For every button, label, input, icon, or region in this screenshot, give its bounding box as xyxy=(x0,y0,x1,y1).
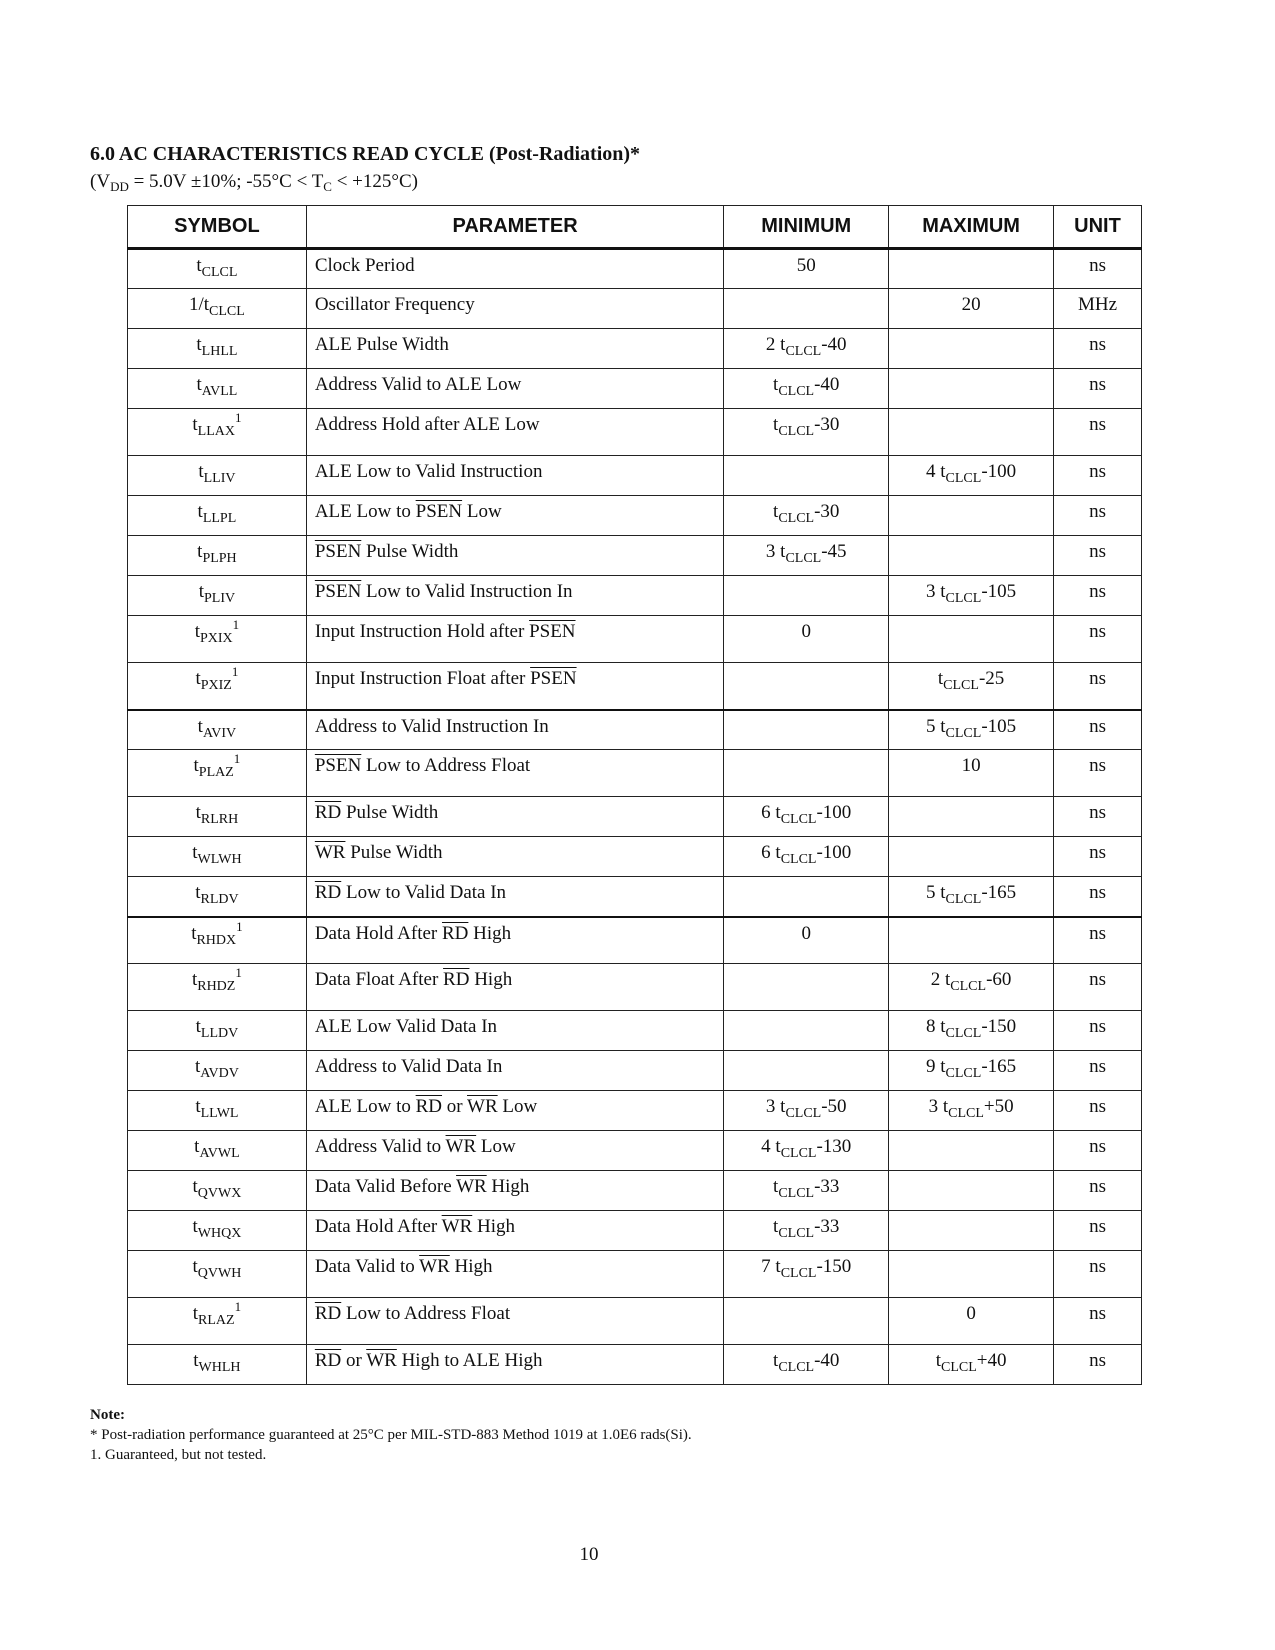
symbol-subscript: PXIZ xyxy=(200,678,232,693)
overlined-signal: PSEN xyxy=(415,501,463,522)
overlined-signal: $\overline{WR}$ xyxy=(419,1256,450,1277)
symbol-cell: $t_{AVDV}$ xyxy=(128,1051,307,1091)
maximum-cell xyxy=(889,409,1054,456)
symbol-cell: $t_{PXIZ}^1$ xyxy=(128,663,307,710)
symbol-subscript: RHDX xyxy=(196,932,237,948)
symbol-subscript: RLRH xyxy=(200,812,239,827)
clcl-subscript: CLCL xyxy=(945,591,982,606)
table-row xyxy=(128,1051,1142,1091)
unit-cell: ns xyxy=(1054,576,1142,616)
clcl-subscript: CLCL xyxy=(780,1146,817,1161)
symbol-cell: $t_{RLAZ}^1$ xyxy=(128,1298,307,1345)
table-row xyxy=(128,369,1142,409)
unit-cell: ns xyxy=(1054,710,1142,750)
symbol-cell: $t_{LLAX}^1$ xyxy=(128,409,307,456)
minimum-cell: 2 $t_{CLCL}-40$ xyxy=(724,329,889,369)
minimum-cell xyxy=(724,710,889,750)
unit-cell: ns xyxy=(1054,917,1142,964)
parameter-text: Low xyxy=(462,501,502,522)
parameter-text: or xyxy=(442,1096,468,1117)
minimum-cell: 3 $t_{CLCL}-50$ xyxy=(724,1091,889,1131)
footnote-marker: 1 xyxy=(234,410,242,425)
minimum-cell xyxy=(724,289,889,329)
symbol-subscript: PLIV xyxy=(203,591,236,606)
page-number: 10 xyxy=(579,1544,599,1565)
ac-characteristics-table xyxy=(127,205,1142,1385)
table-row xyxy=(128,329,1142,369)
maximum-cell xyxy=(889,917,1054,964)
clcl-subscript: CLCL xyxy=(945,471,982,486)
symbol-subscript: RHDZ xyxy=(197,979,236,994)
symbol-cell: $t_{CLCL}$ xyxy=(128,249,307,289)
table-row xyxy=(128,249,1142,289)
minimum-cell xyxy=(724,576,889,616)
clcl-subscript: CLCL xyxy=(780,1266,817,1281)
symbol-subscript: CLCL xyxy=(209,304,245,319)
symbol-cell: $t_{RLDV}$ xyxy=(128,877,307,917)
parameter-cell xyxy=(306,663,723,710)
maximum-cell: 2 $t_{CLCL}-60$ xyxy=(889,964,1054,1011)
table-row xyxy=(128,877,1142,917)
symbol-cell: $t_{AVIV}$ xyxy=(128,710,307,750)
operating-conditions: ($V_{DD} = 5.0V \pm 10\%$; $-55^\circ C < T_C < +125^\circ C$) xyxy=(90,171,418,194)
minimum-cell: $t_{CLCL}-40$ xyxy=(724,1345,889,1385)
symbol-cell: $t_{LLPL}$ xyxy=(128,496,307,536)
symbol-subscript: AVWL xyxy=(199,1146,240,1161)
table-row xyxy=(128,616,1142,663)
maximum-cell: 0 xyxy=(889,1298,1054,1345)
unit-cell: ns xyxy=(1054,1345,1142,1385)
symbol-cell: $t_{RHDZ}^1$ xyxy=(128,964,307,1011)
parameter-text: Address to Valid Instruction In xyxy=(314,715,549,737)
header-maximum: MAXIMUM xyxy=(889,206,1054,249)
overlined-signal: $\overline{RD}$ xyxy=(314,882,342,903)
overlined-signal: $\overline{RD}$ xyxy=(415,1096,443,1117)
minimum-cell xyxy=(724,877,889,917)
unit-cell: ns xyxy=(1054,1051,1142,1091)
table-row xyxy=(128,797,1142,837)
parameter-cell xyxy=(306,1345,723,1385)
table-row xyxy=(128,536,1142,576)
symbol-cell: $t_{RLRH}$ xyxy=(128,797,307,837)
clcl-subscript: CLCL xyxy=(778,384,815,399)
minimum-cell xyxy=(724,1298,889,1345)
symbol-subscript: LLAX xyxy=(197,424,235,439)
parameter-cell xyxy=(306,750,723,797)
table-row xyxy=(128,1131,1142,1171)
minimum-cell: $t_{CLCL}-33$ xyxy=(724,1171,889,1211)
symbol-subscript: WHLH xyxy=(198,1360,241,1375)
header-minimum: MINIMUM xyxy=(724,206,889,249)
clcl-subscript: CLCL xyxy=(945,1066,982,1081)
parameter-text: Clock Period xyxy=(314,255,415,276)
minimum-cell: $t_{CLCL}-30$ xyxy=(724,496,889,536)
parameter-cell xyxy=(306,1051,723,1091)
parameter-text: Low xyxy=(476,1136,516,1157)
symbol-cell: $t_{RHDX}^1$ xyxy=(128,917,307,964)
unit-cell: ns xyxy=(1054,837,1142,877)
symbol-subscript: LLDV xyxy=(200,1026,239,1041)
unit-cell: ns xyxy=(1054,496,1142,536)
parameter-text: Oscillator Frequency xyxy=(314,294,475,315)
parameter-text: Low to Valid Instruction In xyxy=(361,581,573,602)
parameter-cell xyxy=(306,1211,723,1251)
parameter-cell xyxy=(306,616,723,663)
maximum-cell xyxy=(889,1211,1054,1251)
overlined-signal: $\overline{RD}$ xyxy=(314,1303,342,1324)
unit-cell: ns xyxy=(1054,329,1142,369)
clcl-subscript: CLCL xyxy=(778,424,815,439)
symbol-subscript: WLWH xyxy=(197,852,242,867)
parameter-text: ALE Pulse Width xyxy=(314,334,449,355)
symbol-cell: $t_{WHLH}$ xyxy=(128,1345,307,1385)
parameter-cell xyxy=(306,1251,723,1298)
minimum-cell xyxy=(724,456,889,496)
maximum-cell xyxy=(889,496,1054,536)
parameter-cell xyxy=(306,964,723,1011)
parameter-text: High xyxy=(469,969,513,990)
symbol-cell: $t_{LLDV}$ xyxy=(128,1011,307,1051)
overlined-signal: $\overline{WR}$ xyxy=(445,1136,477,1157)
overlined-signal: $\overline{WR}$ xyxy=(456,1176,487,1197)
unit-cell: ns xyxy=(1054,797,1142,837)
overlined-signal: $\overline{RD}$ xyxy=(443,969,470,990)
parameter-text: Data Valid Before xyxy=(314,1176,457,1197)
parameter-cell xyxy=(306,837,723,877)
parameter-cell xyxy=(306,797,723,837)
minimum-cell: 50 xyxy=(724,249,889,289)
unit-cell: ns xyxy=(1054,616,1142,663)
table-body xyxy=(128,249,1142,1385)
symbol-subscript: CLCL xyxy=(201,265,238,280)
clcl-subscript: CLCL xyxy=(945,1026,982,1041)
symbol-cell: $t_{PXIX}^1$ xyxy=(128,616,307,663)
unit-cell: ns xyxy=(1054,1251,1142,1298)
parameter-text: Low to Valid Data In xyxy=(341,882,507,903)
header-parameter: PARAMETER xyxy=(306,206,723,249)
symbol-subscript: AVDV xyxy=(200,1066,239,1081)
parameter-cell xyxy=(306,289,723,329)
unit-cell: ns xyxy=(1054,1011,1142,1051)
symbol-cell: $t_{LHLL}$ xyxy=(128,329,307,369)
parameter-cell xyxy=(306,249,723,289)
table-row xyxy=(128,456,1142,496)
parameter-text: Low to Address Float xyxy=(361,755,531,776)
parameter-text: Low to Address Float xyxy=(341,1303,511,1324)
parameter-cell xyxy=(306,536,723,576)
symbol-cell: $t_{PLPH}$ xyxy=(128,536,307,576)
symbol-subscript: PLPH xyxy=(202,551,237,566)
symbol-subscript: AVLL xyxy=(201,384,238,399)
table-row xyxy=(128,1251,1142,1298)
maximum-cell xyxy=(889,1171,1054,1211)
overlined-signal: $\overline{WR}$ xyxy=(441,1216,473,1237)
parameter-text: Pulse Width xyxy=(341,802,439,823)
minimum-cell: 3 $t_{CLCL}-45$ xyxy=(724,536,889,576)
maximum-cell: 10 xyxy=(889,750,1054,797)
parameter-text: Data Valid to xyxy=(314,1256,420,1277)
parameter-text: High xyxy=(486,1176,530,1197)
symbol-subscript: LLWL xyxy=(200,1106,239,1121)
parameter-cell xyxy=(306,576,723,616)
minimum-cell xyxy=(724,1011,889,1051)
symbol-subscript: QVWH xyxy=(197,1266,242,1281)
table-row xyxy=(128,289,1142,329)
clcl-subscript: CLCL xyxy=(948,1106,984,1121)
overlined-signal: $\overline{RD}$ xyxy=(314,1350,342,1371)
parameter-cell xyxy=(306,329,723,369)
parameter-text: Address Hold after ALE Low xyxy=(314,414,540,435)
notes-heading: Note: xyxy=(90,1407,125,1423)
unit-cell: ns xyxy=(1054,663,1142,710)
table-row xyxy=(128,837,1142,877)
unit-cell: ns xyxy=(1054,369,1142,409)
footnote-marker: 1 xyxy=(235,965,242,980)
table-row xyxy=(128,1091,1142,1131)
symbol-cell: $t_{LLIV}$ xyxy=(128,456,307,496)
parameter-text: High to ALE High xyxy=(396,1350,543,1371)
overlined-signal: $\overline{WR}$ xyxy=(314,842,346,863)
maximum-cell: 3 $t_{CLCL}-105$ xyxy=(889,576,1054,616)
symbol-subscript: WHQX xyxy=(197,1226,242,1241)
parameter-cell xyxy=(306,1091,723,1131)
parameter-cell xyxy=(306,409,723,456)
symbol-subscript: AVIV xyxy=(202,725,237,741)
parameter-cell xyxy=(306,1171,723,1211)
minimum-cell xyxy=(724,750,889,797)
table-header-row xyxy=(128,206,1142,249)
maximum-cell: 4 $t_{CLCL}-100$ xyxy=(889,456,1054,496)
maximum-cell xyxy=(889,536,1054,576)
parameter-cell xyxy=(306,456,723,496)
parameter-text: ALE Low to xyxy=(314,1096,416,1117)
parameter-text: Data Float After xyxy=(314,969,444,990)
parameter-text: Input Instruction Hold after xyxy=(314,621,530,642)
symbol-cell: $t_{WHQX}$ xyxy=(128,1211,307,1251)
table-row xyxy=(128,1298,1142,1345)
maximum-cell: 5 $t_{CLCL}-165$ xyxy=(889,877,1054,917)
parameter-text: Pulse Width xyxy=(361,541,459,562)
table-row xyxy=(128,750,1142,797)
parameter-text: Input Instruction Float after xyxy=(314,668,531,689)
symbol-cell: $t_{WLWH}$ xyxy=(128,837,307,877)
parameter-cell xyxy=(306,710,723,750)
maximum-cell: 5 $t_{CLCL}-105$ xyxy=(889,710,1054,750)
symbol-subscript: LLPL xyxy=(202,511,237,526)
table-row xyxy=(128,663,1142,710)
unit-cell: ns xyxy=(1054,750,1142,797)
clcl-subscript: CLCL xyxy=(945,892,982,907)
maximum-cell xyxy=(889,837,1054,877)
clcl-subscript: CLCL xyxy=(778,1360,815,1375)
table-row xyxy=(128,576,1142,616)
footnote-marker: 1 xyxy=(233,751,241,766)
parameter-text: ALE Low Valid Data In xyxy=(314,1016,498,1037)
maximum-cell xyxy=(889,1251,1054,1298)
maximum-cell xyxy=(889,249,1054,289)
symbol-cell: $t_{AVWL}$ xyxy=(128,1131,307,1171)
parameter-text: Address Valid to xyxy=(314,1136,446,1157)
symbol-cell: $t_{LLWL}$ xyxy=(128,1091,307,1131)
unit-cell: ns xyxy=(1054,456,1142,496)
parameter-cell xyxy=(306,496,723,536)
footnote-marker: 1 xyxy=(236,918,243,934)
maximum-cell xyxy=(889,329,1054,369)
maximum-cell: 8 $t_{CLCL}-150$ xyxy=(889,1011,1054,1051)
table-row xyxy=(128,710,1142,750)
maximum-cell xyxy=(889,1131,1054,1171)
clcl-subscript: CLCL xyxy=(778,511,815,526)
table-row xyxy=(128,1171,1142,1211)
clcl-subscript: CLCL xyxy=(785,1106,822,1121)
parameter-cell xyxy=(306,877,723,917)
minimum-cell xyxy=(724,1051,889,1091)
parameter-cell xyxy=(306,369,723,409)
page-title: 6.0 AC CHARACTERISTICS READ CYCLE (Post-Radiation)* xyxy=(90,143,641,165)
maximum-cell xyxy=(889,797,1054,837)
minimum-cell: 0 xyxy=(724,616,889,663)
minimum-cell: 4 $t_{CLCL}-130$ xyxy=(724,1131,889,1171)
header-unit: UNIT xyxy=(1054,206,1142,249)
parameter-text: ALE Low to xyxy=(314,501,416,522)
parameter-text: ALE Low to Valid Instruction xyxy=(314,461,543,482)
overlined-signal: PSEN xyxy=(529,621,576,642)
maximum-cell: $t_{CLCL}+40$ xyxy=(889,1345,1054,1385)
symbol-subscript: LHLL xyxy=(201,344,238,359)
clcl-subscript: CLCL xyxy=(943,678,979,693)
parameter-text: High xyxy=(472,1216,515,1237)
clcl-subscript: CLCL xyxy=(940,1360,977,1375)
symbol-subscript: PXIX xyxy=(199,631,233,646)
unit-cell: ns xyxy=(1054,1131,1142,1171)
overlined-signal: $\overline{RD}$ xyxy=(441,922,469,944)
clcl-subscript: CLCL xyxy=(778,1226,815,1241)
maximum-cell: 9 $t_{CLCL}-165$ xyxy=(889,1051,1054,1091)
parameter-text: High xyxy=(468,922,512,944)
table-row xyxy=(128,964,1142,1011)
notes xyxy=(90,1405,692,1465)
symbol-subscript: RLDV xyxy=(200,892,239,907)
table-row xyxy=(128,1345,1142,1385)
clcl-subscript: CLCL xyxy=(785,344,822,359)
unit-cell: ns xyxy=(1054,409,1142,456)
minimum-cell: 6 $t_{CLCL}-100$ xyxy=(724,837,889,877)
unit-cell: ns xyxy=(1054,249,1142,289)
parameter-text: High xyxy=(449,1256,493,1277)
clcl-subscript: CLCL xyxy=(950,979,987,994)
parameter-text: Pulse Width xyxy=(345,842,443,863)
unit-cell: ns xyxy=(1054,1298,1142,1345)
minimum-cell: $t_{CLCL}-33$ xyxy=(724,1211,889,1251)
maximum-cell xyxy=(889,616,1054,663)
minimum-cell: 6 $t_{CLCL}-100$ xyxy=(724,797,889,837)
parameter-cell xyxy=(306,1298,723,1345)
minimum-cell xyxy=(724,964,889,1011)
minimum-cell: $t_{CLCL}-40$ xyxy=(724,369,889,409)
clcl-subscript: CLCL xyxy=(785,551,822,566)
footnote-marker: 1 xyxy=(231,664,239,679)
overlined-signal: PSEN xyxy=(314,581,362,602)
symbol-subscript: QVWX xyxy=(197,1186,242,1201)
note-radiation: * Post-radiation performance guaranteed at 25°C per MIL-STD-883 Method 1019 at 1.0E6 rads(Si). xyxy=(90,1427,692,1443)
overlined-signal: $\overline{WR}$ xyxy=(467,1096,498,1117)
parameter-text: Address Valid to ALE Low xyxy=(314,374,522,395)
table-row xyxy=(128,409,1142,456)
overlined-signal: $\overline{WR}$ xyxy=(366,1350,397,1371)
minimum-cell: 7 $t_{CLCL}-150$ xyxy=(724,1251,889,1298)
parameter-cell xyxy=(306,1131,723,1171)
overlined-signal: PSEN xyxy=(314,541,362,562)
symbol-cell: $t_{PLAZ}^1$ xyxy=(128,750,307,797)
symbol-subscript: PLAZ xyxy=(198,765,234,780)
parameter-cell xyxy=(306,917,723,964)
minimum-cell xyxy=(724,663,889,710)
symbol-cell: $1/t_{CLCL}$ xyxy=(128,289,307,329)
unit-cell: ns xyxy=(1054,877,1142,917)
parameter-text: Data Hold After xyxy=(314,922,442,944)
maximum-cell: 3 $t_{CLCL}+50$ xyxy=(889,1091,1054,1131)
unit-cell: ns xyxy=(1054,1171,1142,1211)
table-row xyxy=(128,917,1142,964)
clcl-subscript: CLCL xyxy=(778,1186,815,1201)
minimum-cell: 0 xyxy=(724,917,889,964)
overlined-signal: PSEN xyxy=(314,755,362,776)
clcl-subscript: CLCL xyxy=(780,812,817,827)
header-symbol: SYMBOL xyxy=(128,206,307,249)
clcl-subscript: CLCL xyxy=(780,852,817,867)
maximum-cell: $t_{CLCL}-25$ xyxy=(889,663,1054,710)
parameter-text: Low xyxy=(497,1096,538,1117)
symbol-cell: $t_{QVWX}$ xyxy=(128,1171,307,1211)
footnote-marker: 1 xyxy=(234,1299,242,1314)
maximum-cell: 20 xyxy=(889,289,1054,329)
table-row xyxy=(128,1011,1142,1051)
parameter-text: Address to Valid Data In xyxy=(314,1056,503,1077)
unit-cell: ns xyxy=(1054,1211,1142,1251)
unit-cell: ns xyxy=(1054,964,1142,1011)
overlined-signal: PSEN xyxy=(530,668,577,689)
clcl-subscript: CLCL xyxy=(945,725,982,741)
symbol-cell: $t_{AVLL}$ xyxy=(128,369,307,409)
parameter-text: or xyxy=(341,1350,367,1371)
note-guaranteed: 1. Guaranteed, but not tested. xyxy=(90,1447,267,1463)
symbol-cell: $t_{QVWH}$ xyxy=(128,1251,307,1298)
table-row xyxy=(128,1211,1142,1251)
symbol-subscript: RLAZ xyxy=(198,1313,235,1328)
footnote-marker: 1 xyxy=(232,617,240,632)
minimum-cell: $t_{CLCL}-30$ xyxy=(724,409,889,456)
symbol-cell: $t_{PLIV}$ xyxy=(128,576,307,616)
parameter-text: Data Hold After xyxy=(314,1216,442,1237)
parameter-cell xyxy=(306,1011,723,1051)
overlined-signal: $\overline{RD}$ xyxy=(314,802,342,823)
unit-cell: ns xyxy=(1054,1091,1142,1131)
unit-cell: MHz xyxy=(1054,289,1142,329)
unit-cell: ns xyxy=(1054,536,1142,576)
table-row xyxy=(128,496,1142,536)
maximum-cell xyxy=(889,369,1054,409)
symbol-subscript: LLIV xyxy=(203,471,236,486)
